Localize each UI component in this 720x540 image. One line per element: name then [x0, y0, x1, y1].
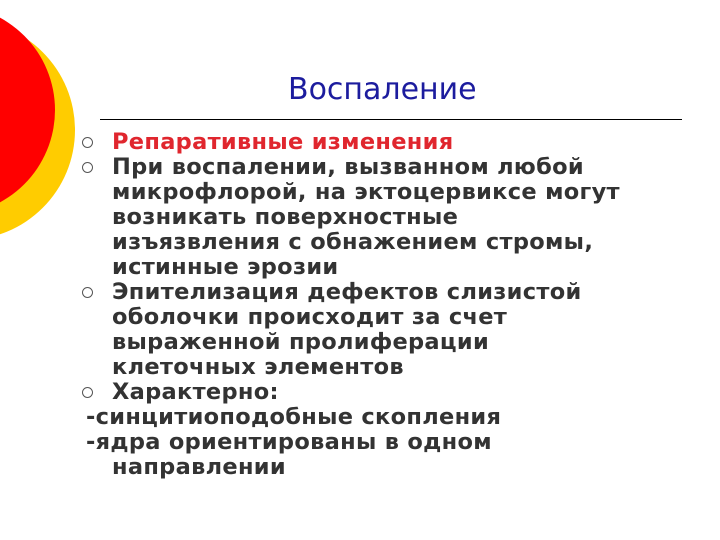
item-line: При воспалении, вызванном любой — [112, 154, 584, 180]
item-line: Характерно: — [112, 379, 279, 405]
circle-bullet-icon — [82, 137, 93, 148]
circle-bullet-icon — [82, 287, 93, 298]
dash-line: направлении — [112, 454, 286, 480]
circle-bullet-icon — [82, 162, 93, 173]
item-line: оболочки происходит за счет — [112, 304, 508, 330]
circle-bullet-icon — [82, 387, 93, 398]
item-line: выраженной пролиферации — [112, 329, 490, 355]
item-line: Эпителизация дефектов слизистой — [112, 279, 582, 305]
item-line: Репаративные изменения — [112, 129, 454, 155]
title-divider — [100, 119, 682, 120]
dash-item-syncytial — [86, 405, 686, 430]
item-line: изъязвления с обнажением стромы, — [112, 229, 594, 255]
slide-title: Воспаление — [288, 72, 477, 107]
dash-line: -ядра ориентированы в одном — [86, 429, 492, 455]
item-line: истинные эрозии — [112, 254, 339, 280]
item-line: клеточных элементов — [112, 354, 404, 380]
bullet-item-reparative — [86, 130, 686, 155]
item-line: микрофлорой, на эктоцервиксе могут — [112, 179, 620, 205]
bullet-item-characteristic — [86, 380, 686, 405]
dash-item-nuclei — [86, 430, 686, 480]
bullet-item-epithelization — [86, 280, 686, 380]
item-line: возникать поверхностные — [112, 204, 459, 230]
slide-body — [86, 130, 686, 480]
dash-line: -синцитиоподобные скопления — [86, 404, 502, 430]
bullet-item-inflammation — [86, 155, 686, 280]
